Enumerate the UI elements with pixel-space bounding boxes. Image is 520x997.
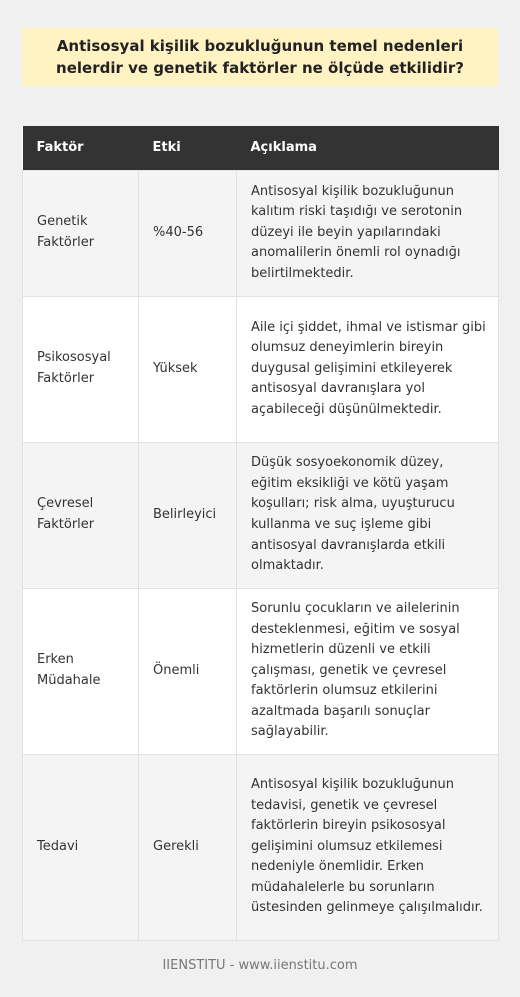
cell-effect: Gerekli [139,754,237,940]
table-row [23,296,499,442]
cell-effect: %40-56 [139,170,237,296]
cell-factor: Genetik Faktörler [23,170,139,296]
cell-effect: Belirleyici [139,442,237,588]
cell-factor: Tedavi [23,754,139,940]
header-effect: Etki [139,126,237,170]
cell-description: Aile içi şiddet, ihmal ve istismar gibi olumsuz deneyimlerin bireyin duygusal gelişimini etkileyerek antisosyal davranışlara yol açabileceği düşünülmektedir. [237,296,499,442]
question-title: Antisosyal kişilik bozukluğunun temel nedenleri nelerdir ve genetik faktörler ne ölçüde etkilidir? [56,37,464,77]
table-row [23,754,499,940]
cell-factor: Erken Müdahale [23,588,139,754]
cell-factor: Psikososyal Faktörler [23,296,139,442]
footer-credit: IIENSTITU - www.iienstitu.com [162,958,358,973]
cell-description: Antisosyal kişilik bozukluğunun tedavisi, genetik ve çevresel faktörlerin bireyin psikososyal gelişimini olumsuz etkilemesi nedeniyle önemlidir. Erken müdahalelerle bu sorunların üstesinden gelinmeye çalışılmalıdır. [237,754,499,940]
table-row [23,442,499,588]
header-description: Açıklama [237,126,499,170]
cell-effect: Yüksek [139,296,237,442]
cell-description: Sorunlu çocukların ve ailelerinin desteklenmesi, eğitim ve sosyal hizmetlerin düzenli ve etkili çalışması, genetik ve çevresel faktörlerin olumsuz etkilerini azaltmada başarılı sonuçlar sağlayabilir. [237,588,499,754]
table-header-row [23,126,499,170]
cell-description: Düşük sosyoekonomik düzey, eğitim eksikliği ve kötü yaşam koşulları; risk alma, uyuşturucu kullanma ve suç işleme gibi antisosyal davranışlarda etkili olmaktadır. [237,442,499,588]
cell-effect: Önemli [139,588,237,754]
header-factor: Faktör [23,126,139,170]
table-row [23,170,499,296]
factors-table [22,126,499,941]
cell-factor: Çevresel Faktörler [23,442,139,588]
cell-description: Antisosyal kişilik bozukluğunun kalıtım riski taşıdığı ve serotonin düzeyi ile beyin yapılarındaki anomalilerin önemli rol oynadığı belirtilmektedir. [237,170,499,296]
question-title-box [22,28,498,86]
table-row [23,588,499,754]
